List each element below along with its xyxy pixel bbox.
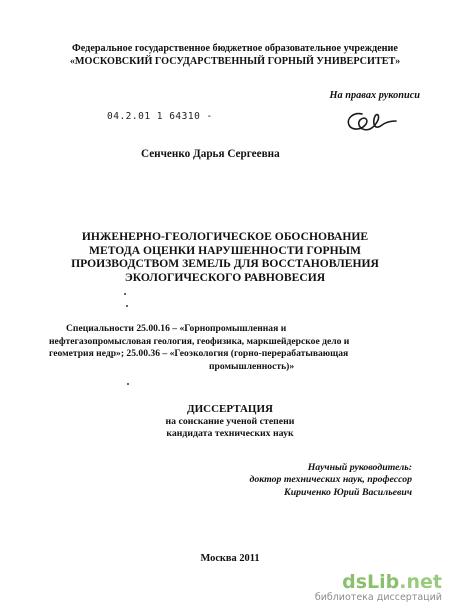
watermark-caption: библиотека диссертаций	[314, 592, 442, 603]
title-line: ЭКОЛОГИЧЕСКОГО РАВНОВЕСИЯ	[124, 270, 326, 284]
handwritten-signature	[340, 104, 400, 138]
scan-speck	[126, 305, 128, 307]
thesis-title	[55, 230, 395, 284]
author-name: Сенченко Дарья Сергеевна	[141, 148, 280, 160]
specialty-block	[49, 323, 409, 373]
title-line: ПРОИЗВОДСТВОМ ЗЕМЕЛЬ ДЛЯ ВОССТАНОВЛЕНИЯ	[71, 257, 379, 271]
rights-note: На правах рукописи	[329, 90, 420, 101]
supervisor-name: Кириченко Юрий Васильевич	[284, 486, 412, 498]
watermark-logo-main: dsLib	[342, 571, 400, 593]
specialty-line: промышленность)»	[209, 360, 295, 372]
supervisor-block	[200, 462, 412, 499]
watermark-logo	[297, 572, 442, 592]
thesis-line: кандидата технических наук	[166, 428, 294, 440]
institution-line-2: «МОСКОВСКИЙ ГОСУДАРСТВЕННЫЙ ГОРНЫЙ УНИВЕРСИТЕТ»	[69, 56, 401, 67]
supervisor-degree: доктор технических наук, профессор	[249, 474, 412, 486]
archive-number: 04.2.01 1 64310 -	[107, 111, 213, 122]
thesis-line: на соискание ученой степени	[165, 415, 295, 427]
institution-header	[20, 42, 450, 68]
title-line: ИНЖЕНЕРНО-ГЕОЛОГИЧЕСКОЕ ОБОСНОВАНИЕ	[81, 230, 369, 243]
specialty-line: Специальности 25.00.16 – «Горнопромышленная и	[66, 323, 287, 334]
thesis-heading: ДИССЕРТАЦИЯ	[187, 403, 273, 415]
specialty-line: нефтегазопромысловая геология, геофизика, маркшейдерское дело и	[49, 335, 350, 347]
watermark	[297, 572, 442, 603]
institution-line-1: Федеральное государственное бюджетное образовательное учреждение	[72, 43, 398, 54]
thesis-degree-block	[60, 403, 400, 441]
supervisor-label: Научный руководитель:	[307, 462, 412, 473]
city-year: Москва 2011	[200, 553, 260, 564]
specialty-line: геометрия недр»; 25.00.36 – «Геоэкология (горно-перерабатывающая	[49, 348, 349, 359]
scan-speck	[124, 293, 126, 295]
title-line: МЕТОДА ОЦЕНКИ НАРУШЕННОСТИ ГОРНЫМ	[89, 243, 361, 257]
scan-speck	[127, 383, 129, 385]
watermark-logo-tld: .net	[399, 571, 442, 593]
